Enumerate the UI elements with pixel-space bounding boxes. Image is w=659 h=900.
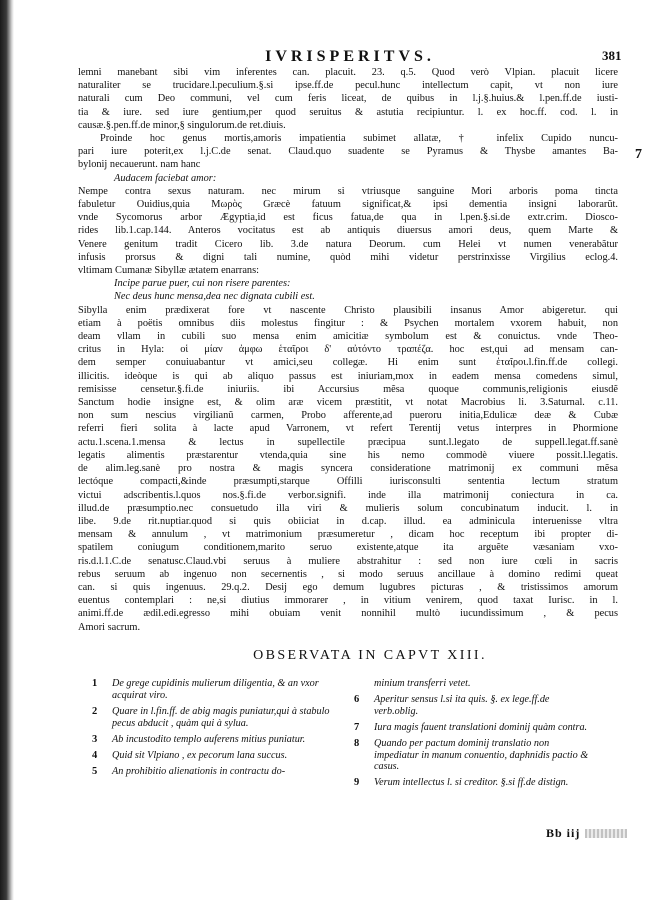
summary-item [92,678,332,702]
summary-item-text: Quando per pactum dominij translatio non impediatur in manum conuentio, daphnidis pactio & casus. [374,737,589,773]
summary-item-text: minium transferri vetet. [374,678,471,689]
text-line: Nempe contra sexus naturam. nec mirum si vtriusque sanguine Mori arboris poma tincta [78,185,618,197]
signature-mark: Bb iij [546,826,581,840]
summary-item-number: 4 [92,749,98,761]
text-line: legatis alimentis præstarentur vtenda,quia sine his nemo commodè viuere possit.l.legatis. [78,449,618,461]
summary-item-number: 7 [354,721,360,733]
text-line: Nec deus hunc mensa,dea nec dignata cubili est. [114,291,315,303]
text-line: rides lib.1.cap.144. Anteros vocitatus est ab antiquis diuersus amori deus, quem Marte & [78,225,618,237]
text-line: spatilem coniugum conditionem,marito seruo existente,atque ita arguẽte væsaniam vxo- [78,542,618,554]
summary-item-text: Aperitur sensus l.si ita quis. §. ex lege.ff.de verb.oblig. [374,693,550,717]
text-line: animi.ff.de ædil.edi.egresso mihi obuiam venit nonnihil multò iucundissimum , & pecus [78,608,618,620]
summary-item-text: An prohibitio alienationis in contractu do- [112,765,286,777]
summary-item [354,722,594,734]
text-line: critus in Hyla: οἱ μίαν ἀμφω ἑταῖροι δ' αὐτόντο τραπέζα. hoc est,qui ad mensam can- [78,344,618,356]
summary-item-number: 6 [354,693,360,705]
text-line: vltimam Cumanæ Sibyllæ ætatem enarrans: [78,265,259,277]
text-line: vnde Sycomorus arbor Ægyptia,id est ficus fatua,de qua in l.pen.§.si.de extr.crim. Diosco- [78,212,618,224]
text-line: referri fieri solita à lacte apud Varronem, vt refert Terentij vetus interpres in Phormione [78,423,618,435]
text-line: remisisse censetur.§.fi.de iniuriis. ibi Accursius mẽsa quoque communis,religionis eiusdẽ [78,383,618,395]
text-line: mensam & annulum , vt matrimonium præsumeretur , dicam hoc receptum ibi propter di- [78,529,618,541]
text-line: Venere genitum tradit Cicero lib. 3.de natura Deorum. cum Helei vt numen venerabãtur [78,238,618,250]
text-line: dem semper conuiuabantur vt amici,seu collegæ. Hi enim sunt ἑταῖροι.l.fin.ff.de collegi. [78,357,618,369]
summary-column-left [92,678,332,782]
text-line: illud.de præsumptio.nec consuetudo illa viri & mulieris solum concubinatum inducit. l. in [78,502,618,514]
text-line: fabuletur Ouidius,quia Μωρὸς Græcè fatuum significat,& ipsi dementia insigni laborarũt. [78,199,618,211]
summary-item-number: 1 [92,678,98,689]
summary-item [92,750,332,762]
text-line: Incipe parue puer, cui non risere parentes: [114,278,291,290]
summary-column-right [354,678,594,793]
text-line: bylonij necauerunt. nam hanc [78,159,201,171]
text-line: naturaliter se trucidare.l.peculium.§.si ipse.ff.de pecul.hunc intellectum capit, vt non iure [78,80,618,92]
text-line: lemni manebant sibi vim inferentes can. placuit. 23. q.5. Quod verò Vlpian. placuit licere [78,67,618,78]
text-line: Sanctum hodie insigne est, & olim aræ vicem præstitit, vt notat Macrobius li. 3.Saturnal. c.11. [78,397,618,409]
page-number: 381 [602,48,622,63]
text-line: Amori sacrum. [78,621,141,633]
running-title: IVRISPERITVS. [265,48,435,65]
summary-item [354,738,594,773]
text-line: Sibylla enim prædixerat fore vt nascente Christo plausibili insanus Amor abigeretur. qui [78,304,618,316]
summary-item-number: 2 [92,705,98,717]
text-line: infusis prorsus & digni tali numine, quòd mihi videtur perstrinxisse Virgilius eclog.4. [78,251,618,263]
text-line: naturali cum Deo communi, vel cum feris liceat, de quibus in l.j.§.huius.& l.pen.ff.de iusti- [78,93,618,105]
text-line: Audacem faciebat amor: [114,172,217,184]
text-line: Proinde hoc genus mortis,amoris impatientia subimet allatæ, † infelix Cupido nuncu- [100,133,618,145]
marginal-note-number: 7 [635,147,642,162]
summary-item [92,766,332,778]
summary-item-number: 3 [92,733,98,745]
text-line: can. si quis ingenuus. 29.q.2. Desij ego demum lugubres picturas , & tristissimos amorum [78,581,618,593]
summary-item-text: Quid sit Vlpiano , ex pecorum lana succus. [112,749,288,761]
text-line: rebus seruum ab ingenuo non secernentis , si modo seruus ancillaue à domino redimi queat [78,568,618,580]
summary-item [354,694,594,718]
main-body-text [78,66,618,634]
text-line: actu.1.scena.1.mensa & lectus in supellectile præcipua sunt.l.legato de suppell.legat.ff.sanè [78,436,618,448]
text-line: lectóque compacti,&inde præsumpti,starque Offilli iurisconsulti sententia lectum stratum [78,476,618,488]
summary-item-number: 8 [354,737,360,749]
text-line: causæ.§.pen.ff.de minor,§ singulorum.de ret.diuis. [78,119,286,131]
summary-item-text: Quare in l.fin.ff. de abig magis puniatur,qui à stabulo pecus abducit , quàm qui à sylua. [112,705,330,729]
summary-item [354,678,594,690]
summary-item-number: 9 [354,777,360,789]
text-line: victui adscribentis.l.quos nos.§.fi.de verbor.signifi. inde illa matrimonij coniectura in ca. [78,489,618,501]
summary-item-text: De grege cupidinis mulierum diligentia, & an vxor acquirat viro. [112,678,319,701]
summary-item [92,734,332,746]
summary-item [354,777,594,789]
text-line: deam vllam in cubili suo mensa enim amicitiæ symbolum est & conuictus. vnde Theo- [78,331,618,343]
text-line: euentus contemplari : ne,si diutius immorarer , in vitium venirem, quod taxat Iurisc. in l. [78,595,618,607]
text-line: tia & iure. sed iure gentium,per quod seruitus & astutia recipiuntur. l. ex hoc.ff. cod. l. in [78,106,618,118]
text-line: illicitis. ideòque is qui ab aliquo passus est iniuriam,mox in eadem mensa comedens simul, [78,370,618,382]
text-line: libe. 9.de rit.nuptiar.quod si quis obiiciat in d.cap. illud. ea adminicula interuenisse vltra [78,515,618,527]
summary-item [92,706,332,730]
summary-item-text: Verum intellectus l. si creditor. §.si ff.de distign. [374,777,569,789]
summary-item-text: Ab incustodito templo auferens mitius puniatur. [112,733,306,745]
summary-item-text: Iura magis fauent translationi dominij quàm contra. [374,721,588,733]
text-line: etiam à poëtis omnibus diis molestus fingitur : & Psychen mortalem vxorem habuit, non [78,317,618,329]
text-line: non sum nescius virgilianũ carmen, Probo afferente,ad pueroru initia,Edulicæ deæ & Cubæ [78,410,618,422]
summary-item-number: 5 [92,765,98,777]
text-line: ris.d.l.1.C.de senatusc.Claud.vbi seruus à muliere abstrahitur : sed non iure cœli in sacris [78,555,618,567]
binding-gutter-shadow [0,0,14,900]
text-line: pari iure poterit,ex l.j.C.de senat. Claud.quo suadente se Pyramus & Thysbe amantes Ba- [78,146,618,158]
section-heading: OBSERVATA IN CAPVT XIII. [253,648,487,663]
text-line: de alim.leg.sanè pro nostra & magis syncera consideratione matrimonij ex communi mẽsa [78,463,618,475]
faded-catchword [585,829,627,838]
